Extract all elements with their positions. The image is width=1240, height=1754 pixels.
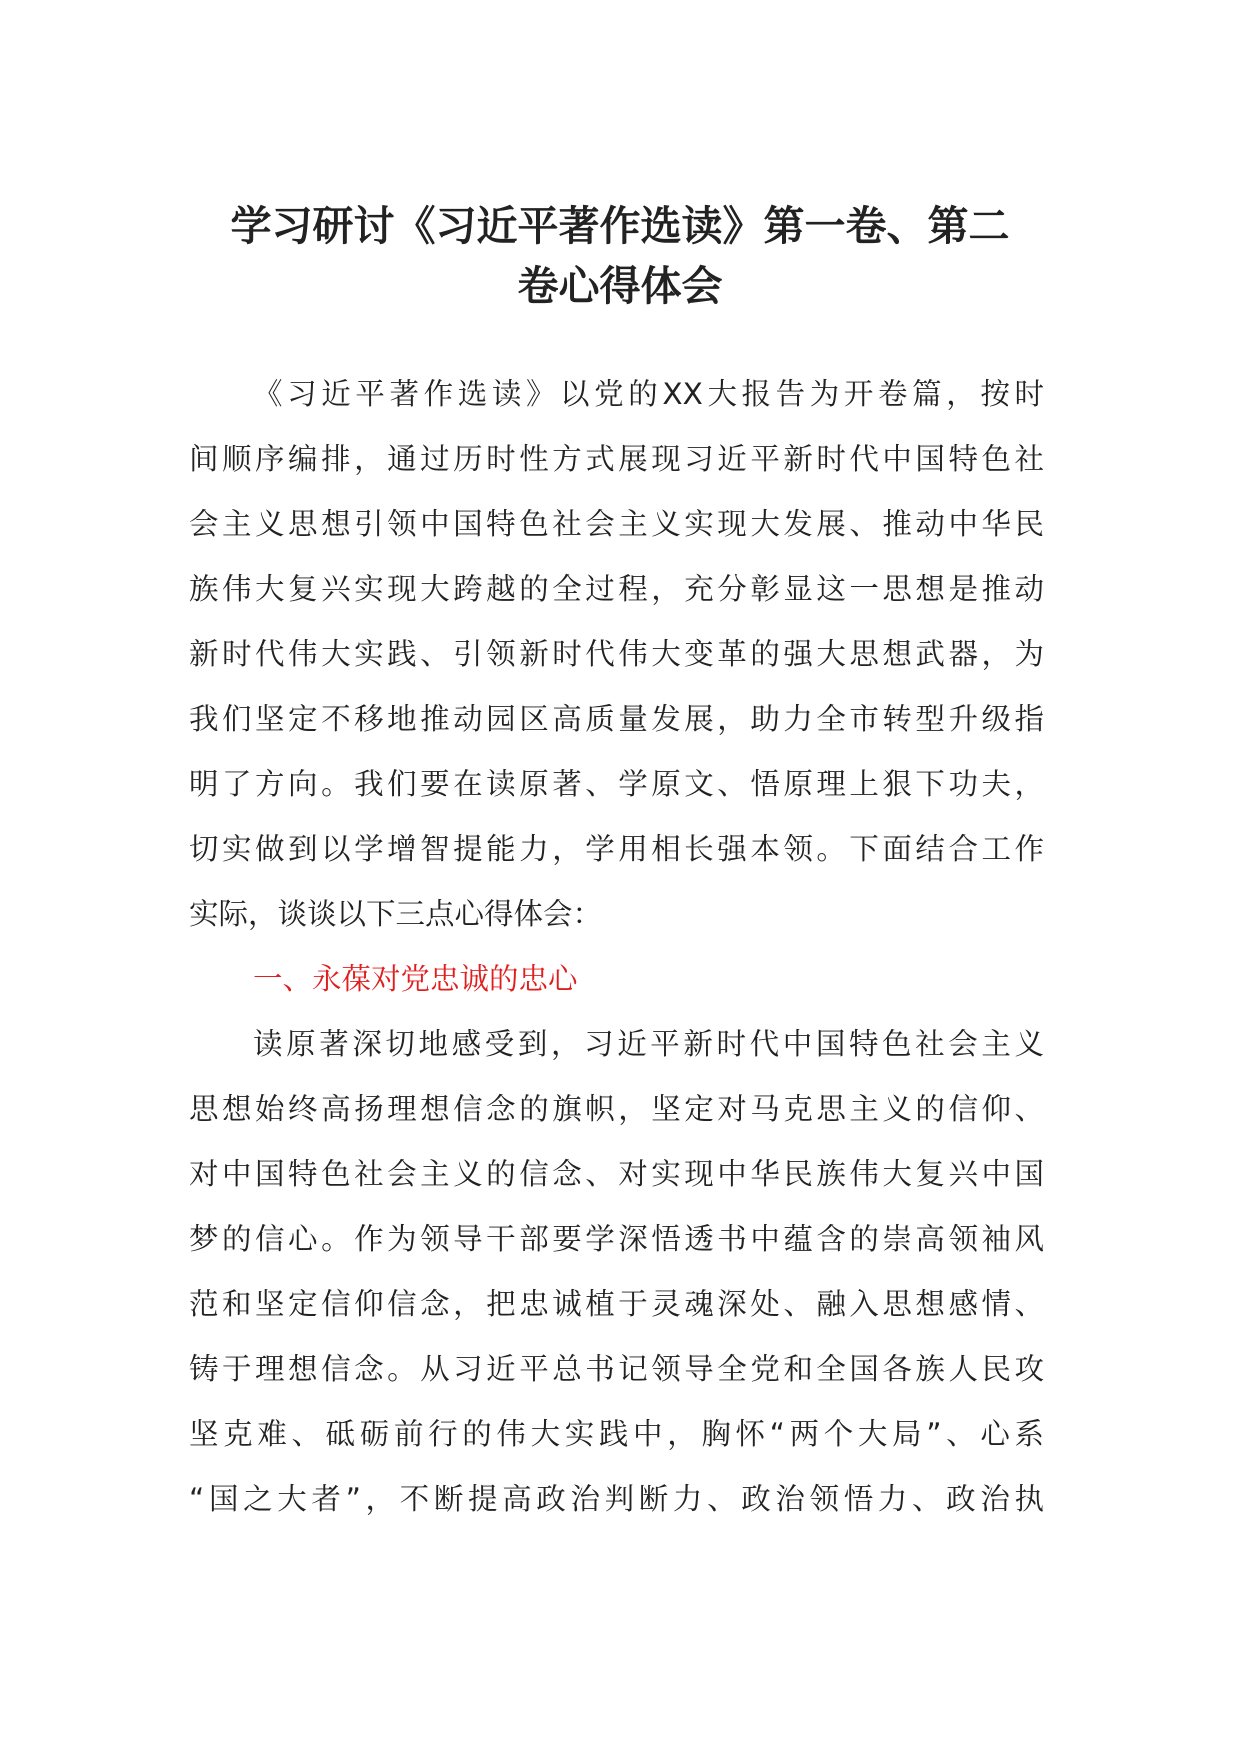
paragraph-line: 坚克难、砥砺前行的伟大实践中，胸怀“两个大局”、心系 xyxy=(189,1417,1044,1451)
document-title xyxy=(160,196,1080,316)
paragraph-line: 明了方向。我们要在读原著、学原文、悟原理上狠下功夫， xyxy=(189,767,1044,801)
paragraph-line: 实际，谈谈以下三点心得体会： xyxy=(189,897,603,931)
section-heading-block xyxy=(189,947,1044,1012)
paragraph-line: 范和坚定信仰信念，把忠诚植于灵魂深处、融入思想感情、 xyxy=(189,1287,1044,1321)
title-line-2: 卷心得体会 xyxy=(517,262,723,310)
paragraph-line: 对中国特色社会主义的信念、对实现中华民族伟大复兴中国 xyxy=(189,1157,1044,1191)
paragraph-line: 族伟大复兴实现大跨越的全过程，充分彰显这一思想是推动 xyxy=(189,572,1044,606)
section-paragraph xyxy=(189,1012,1044,1532)
section-heading: 一、永葆对党忠诚的忠心 xyxy=(253,962,578,996)
paragraph-line: 读原著深切地感受到，习近平新时代中国特色社会主义 xyxy=(253,1027,1044,1061)
paragraph-line: 切实做到以学增智提能力，学用相长强本领。下面结合工作 xyxy=(189,832,1044,866)
paragraph-line: 《习近平著作选读》以党的XX大报告为开卷篇，按时 xyxy=(253,377,1044,411)
paragraph-line: 间顺序编排，通过历时性方式展现习近平新时代中国特色社 xyxy=(189,442,1044,476)
paragraph-line: 铸于理想信念。从习近平总书记领导全党和全国各族人民攻 xyxy=(189,1352,1044,1386)
paragraph-line: “国之大者”，不断提高政治判断力、政治领悟力、政治执 xyxy=(189,1482,1044,1516)
paragraph-line: 新时代伟大实践、引领新时代伟大变革的强大思想武器，为 xyxy=(189,637,1044,671)
paragraph-line: 会主义思想引领中国特色社会主义实现大发展、推动中华民 xyxy=(189,507,1044,541)
intro-paragraph xyxy=(189,362,1044,947)
paragraph-line: 思想始终高扬理想信念的旗帜，坚定对马克思主义的信仰、 xyxy=(189,1092,1044,1126)
paragraph-line: 我们坚定不移地推动园区高质量发展，助力全市转型升级指 xyxy=(189,702,1044,736)
title-line-1: 学习研讨《习近平著作选读》第一卷、第二 xyxy=(230,202,1010,250)
paragraph-line: 梦的信心。作为领导干部要学深悟透书中蕴含的崇高领袖风 xyxy=(189,1222,1044,1256)
